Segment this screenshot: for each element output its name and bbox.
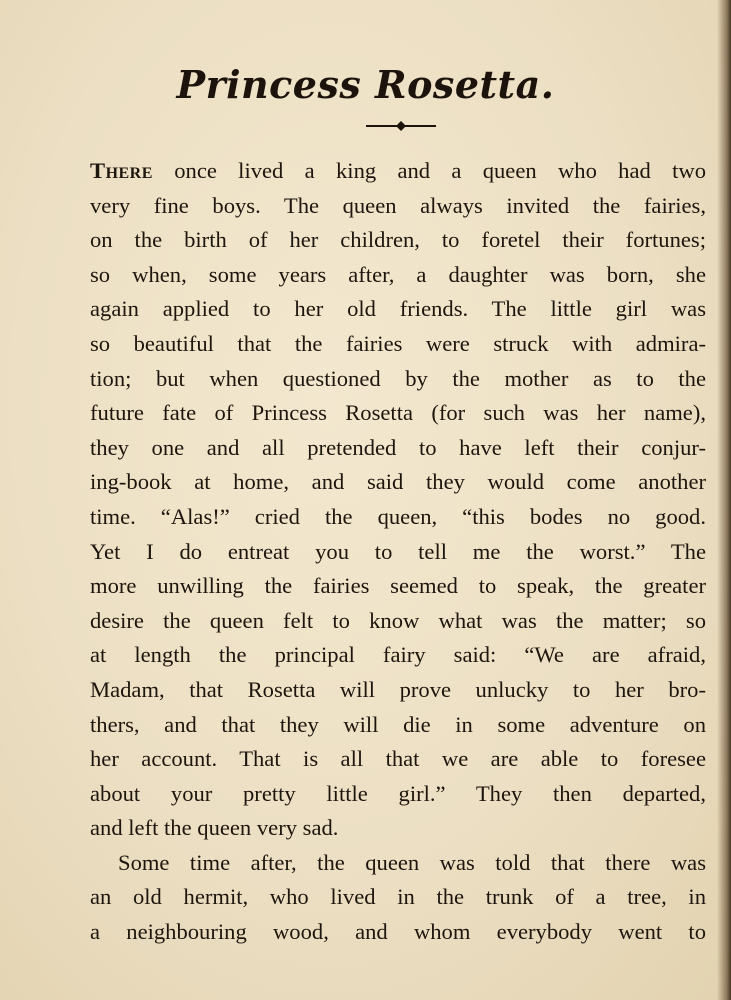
text-line: time. “Alas!” cried the queen, “this bodes no good. — [90, 503, 706, 529]
text-line: very fine boys. The queen always invited the fairies, — [90, 192, 706, 218]
text-line: at length the principal fairy said: “We are afraid, — [90, 642, 706, 668]
text-line: future fate of Princess Rosetta (for such was her name), — [90, 400, 706, 426]
text-line: thers, and that they will die in some adventure on — [90, 711, 706, 737]
text-line: a neighbouring wood, and whom everybody went to — [90, 919, 706, 945]
text-line: on the birth of her children, to foretel their fortunes; — [90, 227, 706, 253]
text-line: about your pretty little girl.” They then departed, — [90, 780, 706, 806]
text-line: Madam, that Rosetta will prove unlucky to her bro- — [90, 676, 706, 702]
story-text — [90, 154, 706, 950]
text-line: desire the queen felt to know what was the matter; so — [90, 607, 706, 633]
text-line: an old hermit, who lived in the trunk of a tree, in — [90, 884, 706, 910]
text-line: they one and all pretended to have left their conjur- — [90, 434, 706, 460]
text-line: so when, some years after, a daughter was born, she — [90, 261, 706, 287]
text-line: and left the queen very sad. — [90, 815, 339, 841]
text-line: There once lived a king and a queen who had two — [90, 158, 706, 183]
text-line: so beautiful that the fairies were struck with admira- — [90, 330, 706, 356]
text-line: Some time after, the queen was told that there was — [118, 849, 706, 875]
text-line: tion; but when questioned by the mother as to the — [90, 365, 706, 391]
text-line: Yet I do entreat you to tell me the worst.” The — [90, 538, 706, 564]
opening-word: There — [90, 158, 153, 183]
text-line: again applied to her old friends. The little girl was — [90, 296, 706, 322]
text-line: more unwilling the fairies seemed to speak, the greater — [90, 573, 706, 599]
title-ornament — [366, 118, 436, 134]
chapter-title: Princess Rosetta. — [176, 62, 555, 107]
text-line: ing-book at home, and said they would come another — [90, 469, 706, 495]
text-line: her account. That is all that we are able to foresee — [90, 746, 706, 772]
